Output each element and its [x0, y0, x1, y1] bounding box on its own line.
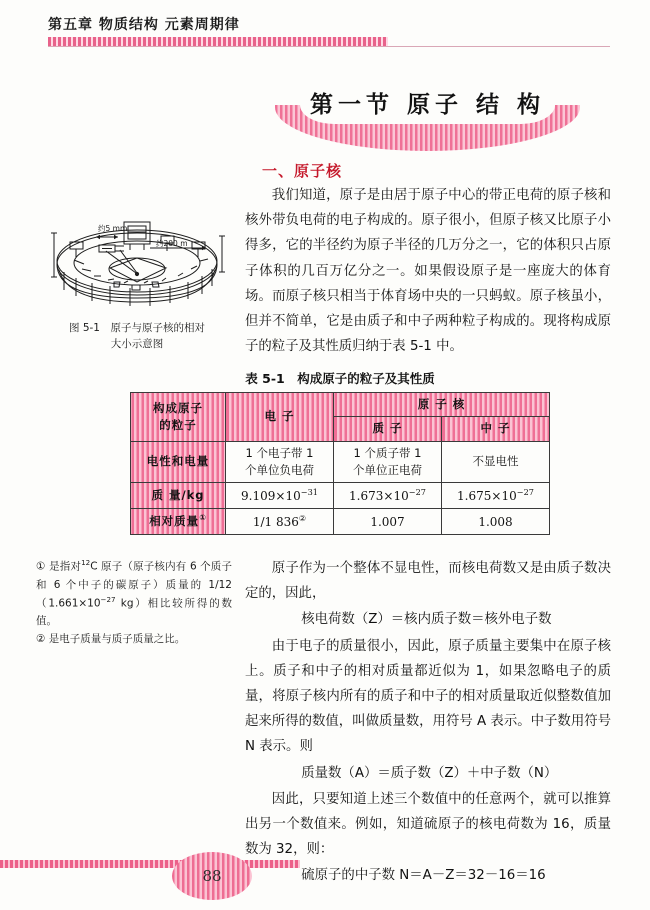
- corner-line2: 的粒子: [159, 417, 197, 432]
- cell-rel-neutron: 1.008: [442, 509, 550, 535]
- rel-electron-value: 1/1 836: [252, 515, 299, 529]
- table-header-row-1: [131, 393, 550, 417]
- paragraph-1: 我们知道，原子是由居于原子中心的带正电荷的原子核和核外带负电荷的电子构成的。原子很小，但原子核又比原子小得多，它的半径约为原子半径的几万分之一，它的体积只占原子体积的几百万亿分之一。如果假设原子是一座庞大的体育场。而原子核只相当于体育场中央的一只蚂蚁。原子核虽小，但并不简单，它是由质子和中子两种粒子构成的。现将构成原子的粒子及其性质归纳于表 5-1 中。: [245, 188, 611, 355]
- footnote-1: [36, 557, 232, 630]
- running-head: 第五章 物质结构 元素周期律: [48, 17, 240, 33]
- footnotes: [36, 557, 232, 648]
- cell-charge-proton: [334, 441, 442, 483]
- body-text-top: [245, 183, 611, 359]
- cell-charge-proton-l1: 1 个质子带 1: [353, 445, 422, 460]
- mass-proton-exponent: −27: [408, 487, 426, 497]
- footnote-1-exponent: −27: [100, 594, 116, 604]
- paragraph-3: 由于电子的质量很小，因此，原子质量主要集中在原子核上。质子和中子的相对质量都近似为 1，如果忽略电子的质量，将原子核内所有的质子和中子的相对质量取近似整数值加起来所得的数值，叫做质量数，用符号 A 表示。中子数用符号 N 表示。则: [245, 638, 611, 755]
- section-heading: 一、原子核: [262, 162, 343, 180]
- page-title: 第一节 原子 结 构: [309, 92, 546, 118]
- paragraph-2: 原子作为一个整体不显电性，而核电荷数又是由质子数决定的，因此，: [245, 561, 611, 602]
- mass-proton-mantissa: 1.673×10: [349, 489, 409, 503]
- cell-rel-electron: [226, 509, 334, 535]
- figure-label-large: 约200 m: [156, 239, 188, 248]
- cell-charge-electron-l2: 个单位负电荷: [245, 462, 314, 477]
- figure-caption: [44, 320, 230, 353]
- rel-label-text: 相对质量: [149, 514, 200, 529]
- formula-mass-number: 质量数（A）＝质子数（Z）＋中子数（N）: [301, 765, 558, 781]
- mass-electron-exponent: −31: [300, 487, 318, 497]
- stadium-illustration-icon: [44, 206, 230, 314]
- mass-neutron-mantissa: 1.675×10: [457, 489, 517, 503]
- figure-label-small: 约5 mm: [98, 224, 128, 233]
- corner-line1: 构成原子: [153, 400, 203, 415]
- running-head-rule: [48, 37, 388, 46]
- footnote-1-post: C 原子（原子核内有 6 个质子和 6 个中子的碳原子）质量的 1/12（1.661×10: [36, 560, 232, 610]
- table-header-electron: 电 子: [226, 393, 334, 442]
- rel-electron-footnote-marker: ②: [298, 513, 307, 523]
- cell-mass-neutron: [442, 483, 550, 509]
- cell-mass-proton: [334, 483, 442, 509]
- table-header-neutron: 中 子: [442, 417, 550, 441]
- cell-mass-electron: [226, 483, 334, 509]
- figure-5-1: [44, 206, 230, 353]
- page-number: 88: [202, 867, 222, 885]
- table-5-1: [130, 392, 550, 535]
- footnote-1-isotope-superscript: 12: [81, 558, 91, 567]
- table-row-charge: [131, 441, 550, 483]
- cell-charge-proton-l2: 个单位正电荷: [353, 462, 422, 477]
- figure-caption-line1: 图 5-1 原子与原子核的相对: [69, 322, 205, 334]
- cell-charge-neutron: 不显电性: [442, 441, 550, 483]
- row-label-mass: 质 量/kg: [131, 483, 226, 509]
- figure-caption-line2: 大小示意图: [110, 338, 164, 351]
- table-header-nucleus: 原 子 核: [334, 393, 550, 417]
- table-row-mass: [131, 483, 550, 509]
- cell-rel-proton: 1.007: [334, 509, 442, 535]
- formula-sulfur-neutrons: 硫原子的中子数 N＝A－Z＝32－16＝16: [301, 868, 546, 884]
- formula-charge-number: 核电荷数（Z）＝核内质子数＝核外电子数: [301, 612, 552, 628]
- footer-bar: [0, 860, 300, 868]
- table-row-relative-mass: [131, 509, 550, 535]
- running-head-rule-thin: [48, 46, 610, 47]
- body-text-bottom: [245, 556, 611, 890]
- cell-charge-electron: [226, 441, 334, 483]
- table-header-proton: 质 子: [334, 417, 442, 441]
- paragraph-4: 因此，只要知道上述三个数值中的任意两个，就可以推算出另一个数值来。例如，知道硫原子的核电荷数为 16，质量数为 32，则：: [245, 791, 611, 858]
- row-label-relative-mass: [131, 509, 226, 535]
- footnote-2: ② 是电子质量与质子质量之比。: [36, 633, 186, 646]
- footnote-1-tail: kg）相比较所得的数值。: [36, 597, 233, 628]
- rel-label-footnote-marker: ①: [199, 513, 207, 523]
- table-header-corner: [131, 393, 226, 442]
- mass-electron-mantissa: 9.109×10: [241, 489, 301, 503]
- row-label-charge: 电性和电量: [131, 441, 226, 483]
- cell-charge-electron-l1: 1 个电子带 1: [245, 445, 314, 460]
- table-title: 表 5-1 构成原子的粒子及其性质: [245, 371, 435, 386]
- footnote-1-pre: ① 是指对: [36, 560, 82, 573]
- mass-neutron-exponent: −27: [516, 487, 534, 497]
